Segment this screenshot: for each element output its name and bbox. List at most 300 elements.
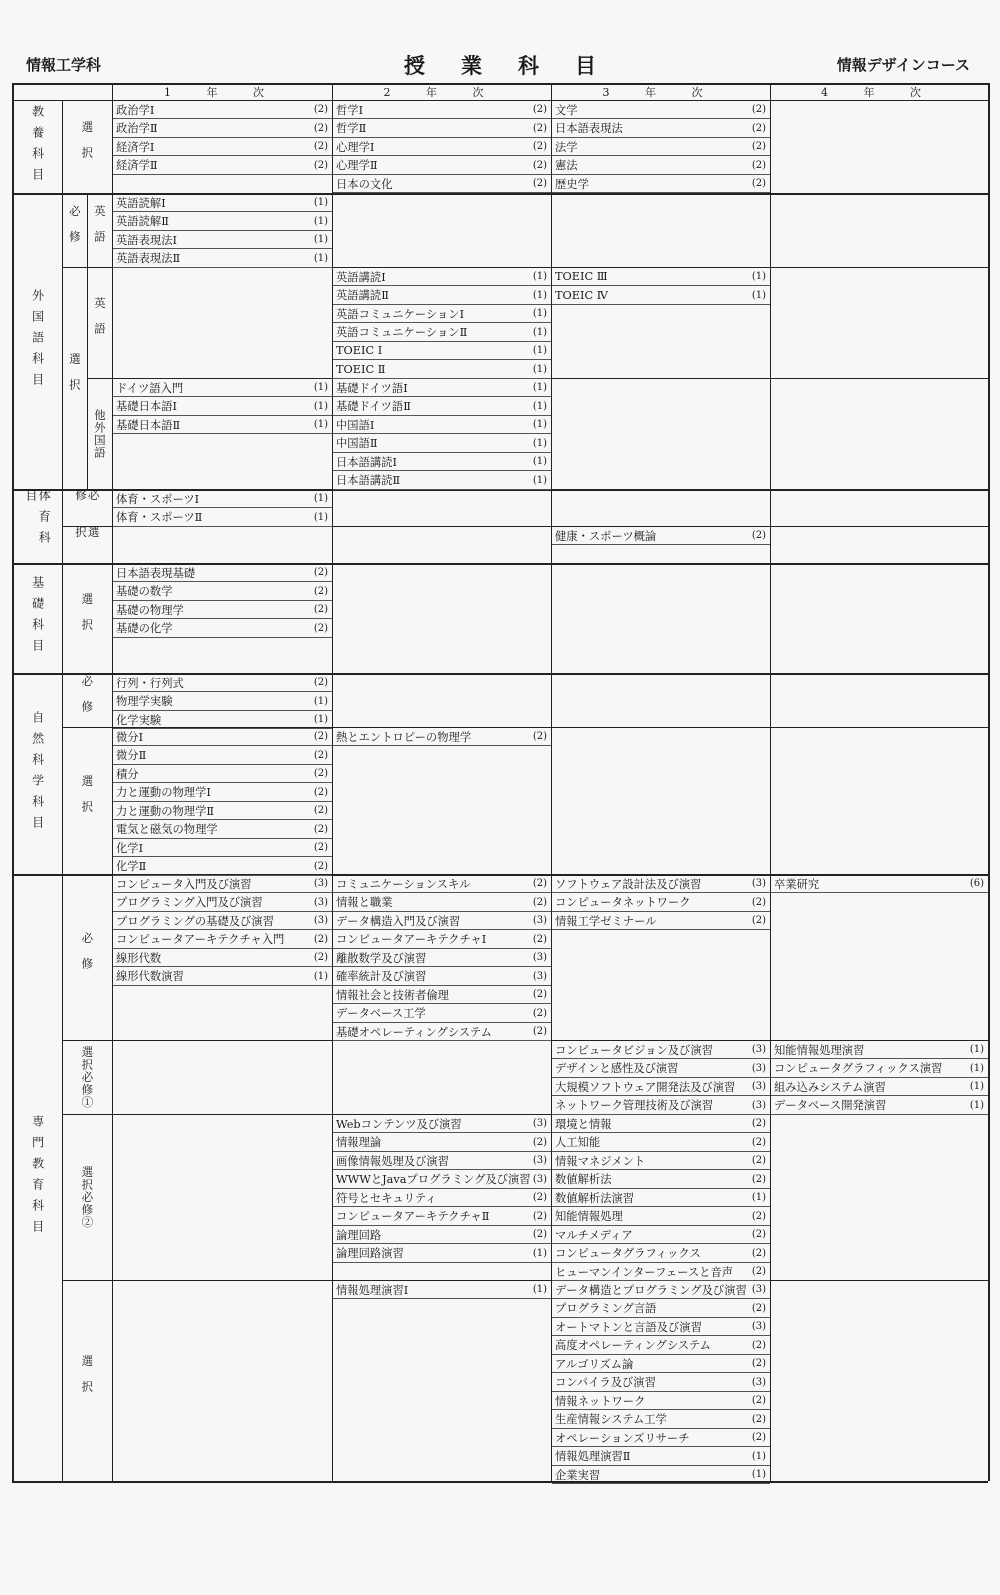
course-row <box>552 1152 770 1170</box>
course-row <box>552 120 770 138</box>
course-row <box>552 1134 770 1152</box>
course-credits: (2) <box>532 1229 547 1240</box>
course-name: 生産情報システム工学 <box>555 1413 667 1426</box>
course-credits: (1) <box>532 474 547 486</box>
course-credits: (2) <box>751 1247 766 1259</box>
course-credits: (2) <box>751 1210 766 1222</box>
course-row <box>333 1208 551 1226</box>
course-name: WWWとJavaプログラミング及び演習 <box>336 1173 531 1186</box>
course-row <box>333 416 551 434</box>
course-label: 情報デザインコース <box>836 56 970 74</box>
course-credits: (1) <box>532 382 547 393</box>
course-name: 電気と磁気の物理学 <box>116 823 218 836</box>
course-name: 基礎オペレーティングシステム <box>336 1025 492 1039</box>
course-credits: (1) <box>969 1044 984 1055</box>
course-row <box>333 342 551 360</box>
course-row <box>552 1097 770 1115</box>
course-row <box>333 1134 551 1152</box>
subcategory-label: 英語 <box>92 297 107 348</box>
course-row <box>552 268 770 286</box>
course-name: コンピュータアーキテクチャⅠ <box>336 933 487 946</box>
course-row <box>333 931 551 949</box>
course-row <box>333 986 551 1004</box>
course-name: コンピュータグラフィックス演習 <box>774 1062 943 1075</box>
course-name: Webコンテンツ及び演習 <box>336 1117 462 1131</box>
course-row <box>552 1429 770 1447</box>
course-credits: (3) <box>313 878 328 889</box>
course-name: 力と運動の物理学Ⅰ <box>116 786 211 799</box>
course-credits: (3) <box>532 915 547 926</box>
course-credits: (3) <box>751 878 766 889</box>
course-name: 論理回路 <box>336 1228 382 1242</box>
course-name: データベース工学 <box>336 1007 426 1020</box>
category-label: 基礎科目 <box>30 576 45 660</box>
course-row <box>552 175 770 193</box>
course-name: 心理学Ⅱ <box>336 159 378 172</box>
course-credits: (2) <box>751 104 766 115</box>
course-credits: (2) <box>751 1118 766 1129</box>
course-name: 日本語表現基礎 <box>116 566 196 580</box>
subcategory-label: 英語 <box>92 204 107 256</box>
course-row <box>552 1374 770 1392</box>
course-name: 心理学Ⅰ <box>336 140 375 154</box>
course-name: 日本の文化 <box>336 177 393 191</box>
course-credits: (1) <box>532 363 547 375</box>
course-credits: (1) <box>532 400 547 412</box>
subcategory-label: 他外国語 <box>92 408 107 459</box>
course-credits: (1) <box>532 289 547 301</box>
course-credits: (1) <box>532 419 547 430</box>
course-credits: (2) <box>313 749 328 761</box>
course-credits: (3) <box>751 1044 766 1055</box>
course-row <box>113 379 332 397</box>
course-row <box>552 1189 770 1207</box>
course-credits: (2) <box>313 104 328 115</box>
course-credits: (2) <box>313 933 328 945</box>
category-label: 体育科目 <box>24 489 52 552</box>
course-name: 卒業研究 <box>774 877 820 891</box>
course-name: 中国語Ⅱ <box>336 437 378 450</box>
course-name: アルゴリズム論 <box>555 1357 634 1371</box>
course-name: 数値解析法 <box>555 1173 612 1186</box>
course-name: 基礎の化学 <box>116 622 173 635</box>
course-credits: (2) <box>313 159 328 171</box>
course-name: コンピュータ入門及び演習 <box>116 877 252 891</box>
course-name: 環境と情報 <box>555 1117 612 1131</box>
course-credits: (2) <box>313 604 328 615</box>
course-credits: (2) <box>532 1210 547 1222</box>
course-name: 英語講読Ⅱ <box>336 289 389 302</box>
course-row <box>552 1300 770 1318</box>
course-name: 人工知能 <box>555 1136 601 1149</box>
course-row <box>113 968 332 986</box>
course-name: 情報理論 <box>336 1136 382 1149</box>
course-name: TOEIC Ⅲ <box>555 270 608 283</box>
course-credits: (1) <box>751 1450 766 1462</box>
category-label: 教養科目 <box>30 104 45 189</box>
course-credits: (1) <box>313 234 328 245</box>
course-name: オートマトンと言語及び演習 <box>555 1320 702 1334</box>
course-row <box>552 1078 770 1096</box>
course-credits: (1) <box>532 1247 547 1259</box>
course-name: 体育・スポーツⅡ <box>116 511 203 524</box>
course-credits: (1) <box>313 215 328 227</box>
course-name: 基礎ドイツ語Ⅱ <box>336 400 411 413</box>
course-name: 組み込みシステム演習 <box>774 1080 886 1094</box>
course-credits: (2) <box>313 786 328 798</box>
course-row <box>771 1041 988 1059</box>
course-row <box>333 1226 551 1244</box>
course-row <box>333 1171 551 1189</box>
table-border-right <box>988 83 990 1481</box>
year-header: 2 年 次 <box>383 86 500 99</box>
course-credits: (3) <box>532 1173 547 1185</box>
course-row <box>113 784 332 802</box>
course-credits: (2) <box>313 731 328 742</box>
year-header: 3 年 次 <box>602 86 719 99</box>
course-credits: (2) <box>313 141 328 152</box>
course-name: 行列・行列式 <box>116 676 184 690</box>
course-row <box>333 379 551 397</box>
course-credits: (1) <box>313 252 328 264</box>
course-name: コンピュータビジョン及び演習 <box>555 1043 713 1057</box>
category-label: 外国語科目 <box>30 288 45 394</box>
course-name: 基礎の数学 <box>116 585 173 598</box>
course-row <box>333 101 551 119</box>
course-credits: (3) <box>313 896 328 908</box>
course-credits: (2) <box>313 585 328 597</box>
course-name: 文学 <box>555 103 578 117</box>
course-row <box>113 509 332 527</box>
course-credits: (1) <box>313 400 328 412</box>
course-row <box>113 250 332 268</box>
course-row <box>113 416 332 434</box>
course-row <box>552 1171 770 1189</box>
course-name: コンピュータアーキテクチャ入門 <box>116 933 285 946</box>
course-row <box>552 1448 770 1466</box>
course-name: 情報工学ゼミナール <box>555 914 657 928</box>
course-credits: (1) <box>969 1081 984 1092</box>
course-row <box>552 912 770 930</box>
course-name: 基礎ドイツ語Ⅰ <box>336 381 408 395</box>
course-name: 法学 <box>555 140 578 154</box>
course-name: 情報マネジメント <box>555 1154 646 1168</box>
title-char: 目 <box>575 54 596 78</box>
subcategory-label: 選択 <box>80 1355 95 1406</box>
course-name: 化学Ⅱ <box>116 860 147 873</box>
course-credits: (2) <box>313 622 328 634</box>
course-credits: (2) <box>532 989 547 1000</box>
course-name: 熱とエントロピーの物理学 <box>336 730 472 744</box>
course-credits: (2) <box>313 860 328 872</box>
course-credits: (2) <box>751 141 766 152</box>
course-credits: (2) <box>751 1302 766 1314</box>
course-row <box>113 894 332 912</box>
subcategory-label: 必修 <box>80 931 95 983</box>
subcategory-label: 選択 <box>80 121 95 172</box>
course-credits: (2) <box>532 878 547 889</box>
category-label: 専門教育科目 <box>30 1114 45 1241</box>
course-row <box>113 912 332 930</box>
course-name: 知能情報処理演習 <box>774 1043 865 1057</box>
course-credits: (2) <box>313 952 328 963</box>
course-name: 情報と職業 <box>336 896 393 909</box>
course-credits: (2) <box>313 823 328 835</box>
course-credits: (3) <box>751 1081 766 1092</box>
course-row <box>771 1097 988 1115</box>
year-header: 4 年 次 <box>821 86 937 99</box>
subcategory-label: 選択 <box>80 775 95 826</box>
course-name: 離散数学及び演習 <box>336 951 427 965</box>
department-label: 情報工学科 <box>26 56 102 74</box>
year-column-divider <box>770 83 771 1481</box>
course-name: データ構造入門及び演習 <box>336 914 461 928</box>
course-row <box>552 1115 770 1133</box>
course-row <box>113 821 332 839</box>
course-row <box>113 674 332 692</box>
course-credits: (1) <box>313 197 328 208</box>
course-name: 経済学Ⅰ <box>116 140 155 154</box>
course-row <box>333 268 551 286</box>
course-name: 情報ネットワーク <box>555 1394 646 1408</box>
course-name: 日本語講読Ⅱ <box>336 474 401 487</box>
course-row <box>333 912 551 930</box>
course-row <box>333 472 551 490</box>
course-credits: (1) <box>751 1192 766 1203</box>
course-credits: (1) <box>532 345 547 356</box>
course-name: 体育・スポーツⅠ <box>116 492 200 506</box>
course-row <box>113 194 332 212</box>
course-name: 積分 <box>116 767 139 781</box>
course-row <box>552 1466 770 1484</box>
course-row <box>113 747 332 765</box>
course-name: ソフトウェア設計法及び演習 <box>555 877 702 891</box>
course-name: 基礎の物理学 <box>116 603 184 617</box>
title-char: 授 <box>404 54 425 78</box>
course-row <box>333 138 551 156</box>
course-row <box>552 157 770 175</box>
course-name: 微分Ⅰ <box>116 730 144 744</box>
course-credits: (1) <box>751 1469 766 1480</box>
course-credits: (1) <box>313 382 328 393</box>
title-char: 科 <box>518 54 539 78</box>
course-credits: (3) <box>532 1118 547 1129</box>
course-credits: (2) <box>751 122 766 134</box>
course-name: 数値解析法演習 <box>555 1191 635 1205</box>
year-header: 1 年 次 <box>164 86 280 99</box>
course-credits: (2) <box>532 104 547 115</box>
subcategory-label: 必修 <box>80 674 95 726</box>
course-name: 力と運動の物理学Ⅱ <box>116 804 215 818</box>
course-credits: (2) <box>751 1136 766 1148</box>
course-credits: (2) <box>751 530 766 541</box>
course-credits: (2) <box>532 122 547 134</box>
course-credits: (1) <box>751 289 766 301</box>
category-label: 自然科学科目 <box>30 710 45 837</box>
course-row <box>113 120 332 138</box>
course-credits: (3) <box>751 1099 766 1111</box>
course-credits: (2) <box>751 1155 766 1166</box>
course-name: データベース開発演習 <box>774 1099 887 1112</box>
course-name: データ構造とプログラミング及び演習 <box>555 1283 747 1297</box>
course-credits: (2) <box>313 567 328 578</box>
course-row <box>771 875 988 893</box>
course-row <box>333 435 551 453</box>
course-row <box>113 949 332 967</box>
course-name: 情報処理演習Ⅰ <box>336 1283 409 1297</box>
course-name: 情報社会と技術者倫理 <box>336 988 449 1002</box>
course-row <box>333 324 551 342</box>
course-credits: (3) <box>751 1376 766 1388</box>
course-name: ネットワーク管理技術及び演習 <box>555 1099 714 1112</box>
course-credits: (1) <box>532 456 547 467</box>
course-credits: (2) <box>532 1007 547 1019</box>
course-row <box>552 1226 770 1244</box>
course-name: 微分Ⅱ <box>116 749 147 762</box>
course-row <box>333 1245 551 1263</box>
course-name: 英語表現法Ⅰ <box>116 233 177 247</box>
course-row <box>552 1411 770 1429</box>
course-row <box>552 287 770 305</box>
course-row <box>113 693 332 711</box>
course-credits: (2) <box>532 178 547 189</box>
course-row <box>552 1337 770 1355</box>
course-name: 日本語講読Ⅰ <box>336 455 397 469</box>
course-name: オペレーションズリサーチ <box>555 1431 690 1445</box>
course-row <box>552 1208 770 1226</box>
course-credits: (3) <box>751 1284 766 1295</box>
course-credits: (2) <box>751 1229 766 1240</box>
course-name: 基礎日本語Ⅱ <box>116 418 181 432</box>
course-credits: (3) <box>532 970 547 982</box>
course-row <box>552 1263 770 1281</box>
course-row <box>113 601 332 619</box>
subcategory-label: 選択必修① <box>80 1045 95 1109</box>
course-row <box>113 490 332 508</box>
course-name: TOEIC Ⅱ <box>336 362 386 376</box>
course-credits: (2) <box>313 122 328 134</box>
course-name: 英語読解Ⅱ <box>116 215 169 228</box>
course-row <box>333 1152 551 1170</box>
course-row <box>552 101 770 119</box>
course-credits: (3) <box>532 952 547 963</box>
course-name: 英語講読Ⅰ <box>336 270 386 284</box>
course-row <box>333 1115 551 1133</box>
course-name: 大規模ソフトウェア開発法及び演習 <box>555 1080 736 1094</box>
course-row <box>113 138 332 156</box>
course-row <box>333 1023 551 1041</box>
course-row <box>552 875 770 893</box>
course-row <box>333 175 551 193</box>
course-credits: (1) <box>313 511 328 523</box>
subcategory-label: 選択 <box>74 526 101 552</box>
course-credits: (2) <box>532 731 547 742</box>
course-name: コンピュータネットワーク <box>555 896 691 909</box>
course-row <box>113 231 332 249</box>
course-row <box>333 894 551 912</box>
course-row <box>333 287 551 305</box>
course-name: 英語コミュニケーションⅡ <box>336 326 468 339</box>
course-row <box>333 305 551 323</box>
course-row <box>552 1245 770 1263</box>
course-row <box>552 1355 770 1373</box>
course-name: コンピュータグラフィックス <box>555 1247 701 1260</box>
course-name: 線形代数演習 <box>116 970 184 983</box>
course-credits: (1) <box>313 419 328 430</box>
course-name: 論理回路演習 <box>336 1247 404 1260</box>
course-row <box>113 583 332 601</box>
course-name: 政治学Ⅱ <box>116 122 158 135</box>
course-credits: (2) <box>313 805 328 816</box>
course-row <box>333 361 551 379</box>
course-row <box>333 875 551 893</box>
course-credits: (1) <box>313 970 328 982</box>
course-row <box>552 894 770 912</box>
course-name: 符号とセキュリティ <box>336 1191 437 1205</box>
course-credits: (2) <box>532 1136 547 1148</box>
course-credits: (1) <box>532 326 547 338</box>
course-row <box>113 620 332 638</box>
course-credits: (1) <box>313 695 328 707</box>
subcategory-label: 必修 <box>67 204 82 256</box>
course-row <box>552 1392 770 1410</box>
course-row <box>333 728 551 746</box>
course-credits: (2) <box>751 1266 766 1277</box>
course-row <box>113 101 332 119</box>
course-row <box>113 839 332 857</box>
course-credits: (1) <box>532 437 547 449</box>
course-row <box>113 802 332 820</box>
course-name: 中国語Ⅰ <box>336 418 375 432</box>
course-name: 高度オペレーティングシステム <box>555 1339 711 1352</box>
course-row <box>771 1060 988 1078</box>
course-credits: (1) <box>969 1062 984 1074</box>
course-credits: (3) <box>751 1062 766 1074</box>
course-name: コンパイラ及び演習 <box>555 1376 656 1389</box>
course-name: 英語表現法Ⅱ <box>116 252 181 265</box>
course-row <box>113 213 332 231</box>
course-name: デザインと感性及び演習 <box>555 1062 679 1075</box>
course-row <box>113 711 332 729</box>
course-row <box>333 453 551 471</box>
course-name: 化学実験 <box>116 713 162 727</box>
course-credits: (1) <box>313 493 328 504</box>
course-row <box>113 765 332 783</box>
course-row <box>333 398 551 416</box>
course-credits: (2) <box>532 1026 547 1037</box>
subcategory-label: 必修 <box>74 489 101 515</box>
course-row <box>333 1281 551 1299</box>
course-name: 政治学Ⅰ <box>116 103 155 117</box>
course-credits: (2) <box>751 1173 766 1185</box>
course-name: 経済学Ⅱ <box>116 159 158 172</box>
course-row <box>113 728 332 746</box>
course-name: コンピュータアーキテクチャⅡ <box>336 1210 490 1223</box>
course-row <box>333 949 551 967</box>
course-credits: (1) <box>751 271 766 282</box>
course-credits: (2) <box>751 1358 766 1369</box>
subcategory-label: 選択 <box>67 352 82 404</box>
course-credits: (1) <box>532 1284 547 1295</box>
course-row <box>552 1060 770 1078</box>
course-row <box>552 527 770 545</box>
course-name: 英語読解Ⅰ <box>116 196 166 210</box>
course-row <box>333 1189 551 1207</box>
subcategory-label: 選択必修② <box>80 1165 95 1229</box>
course-row <box>113 858 332 876</box>
course-name: コミュニケーションスキル <box>336 877 471 891</box>
course-credits: (1) <box>532 308 547 319</box>
